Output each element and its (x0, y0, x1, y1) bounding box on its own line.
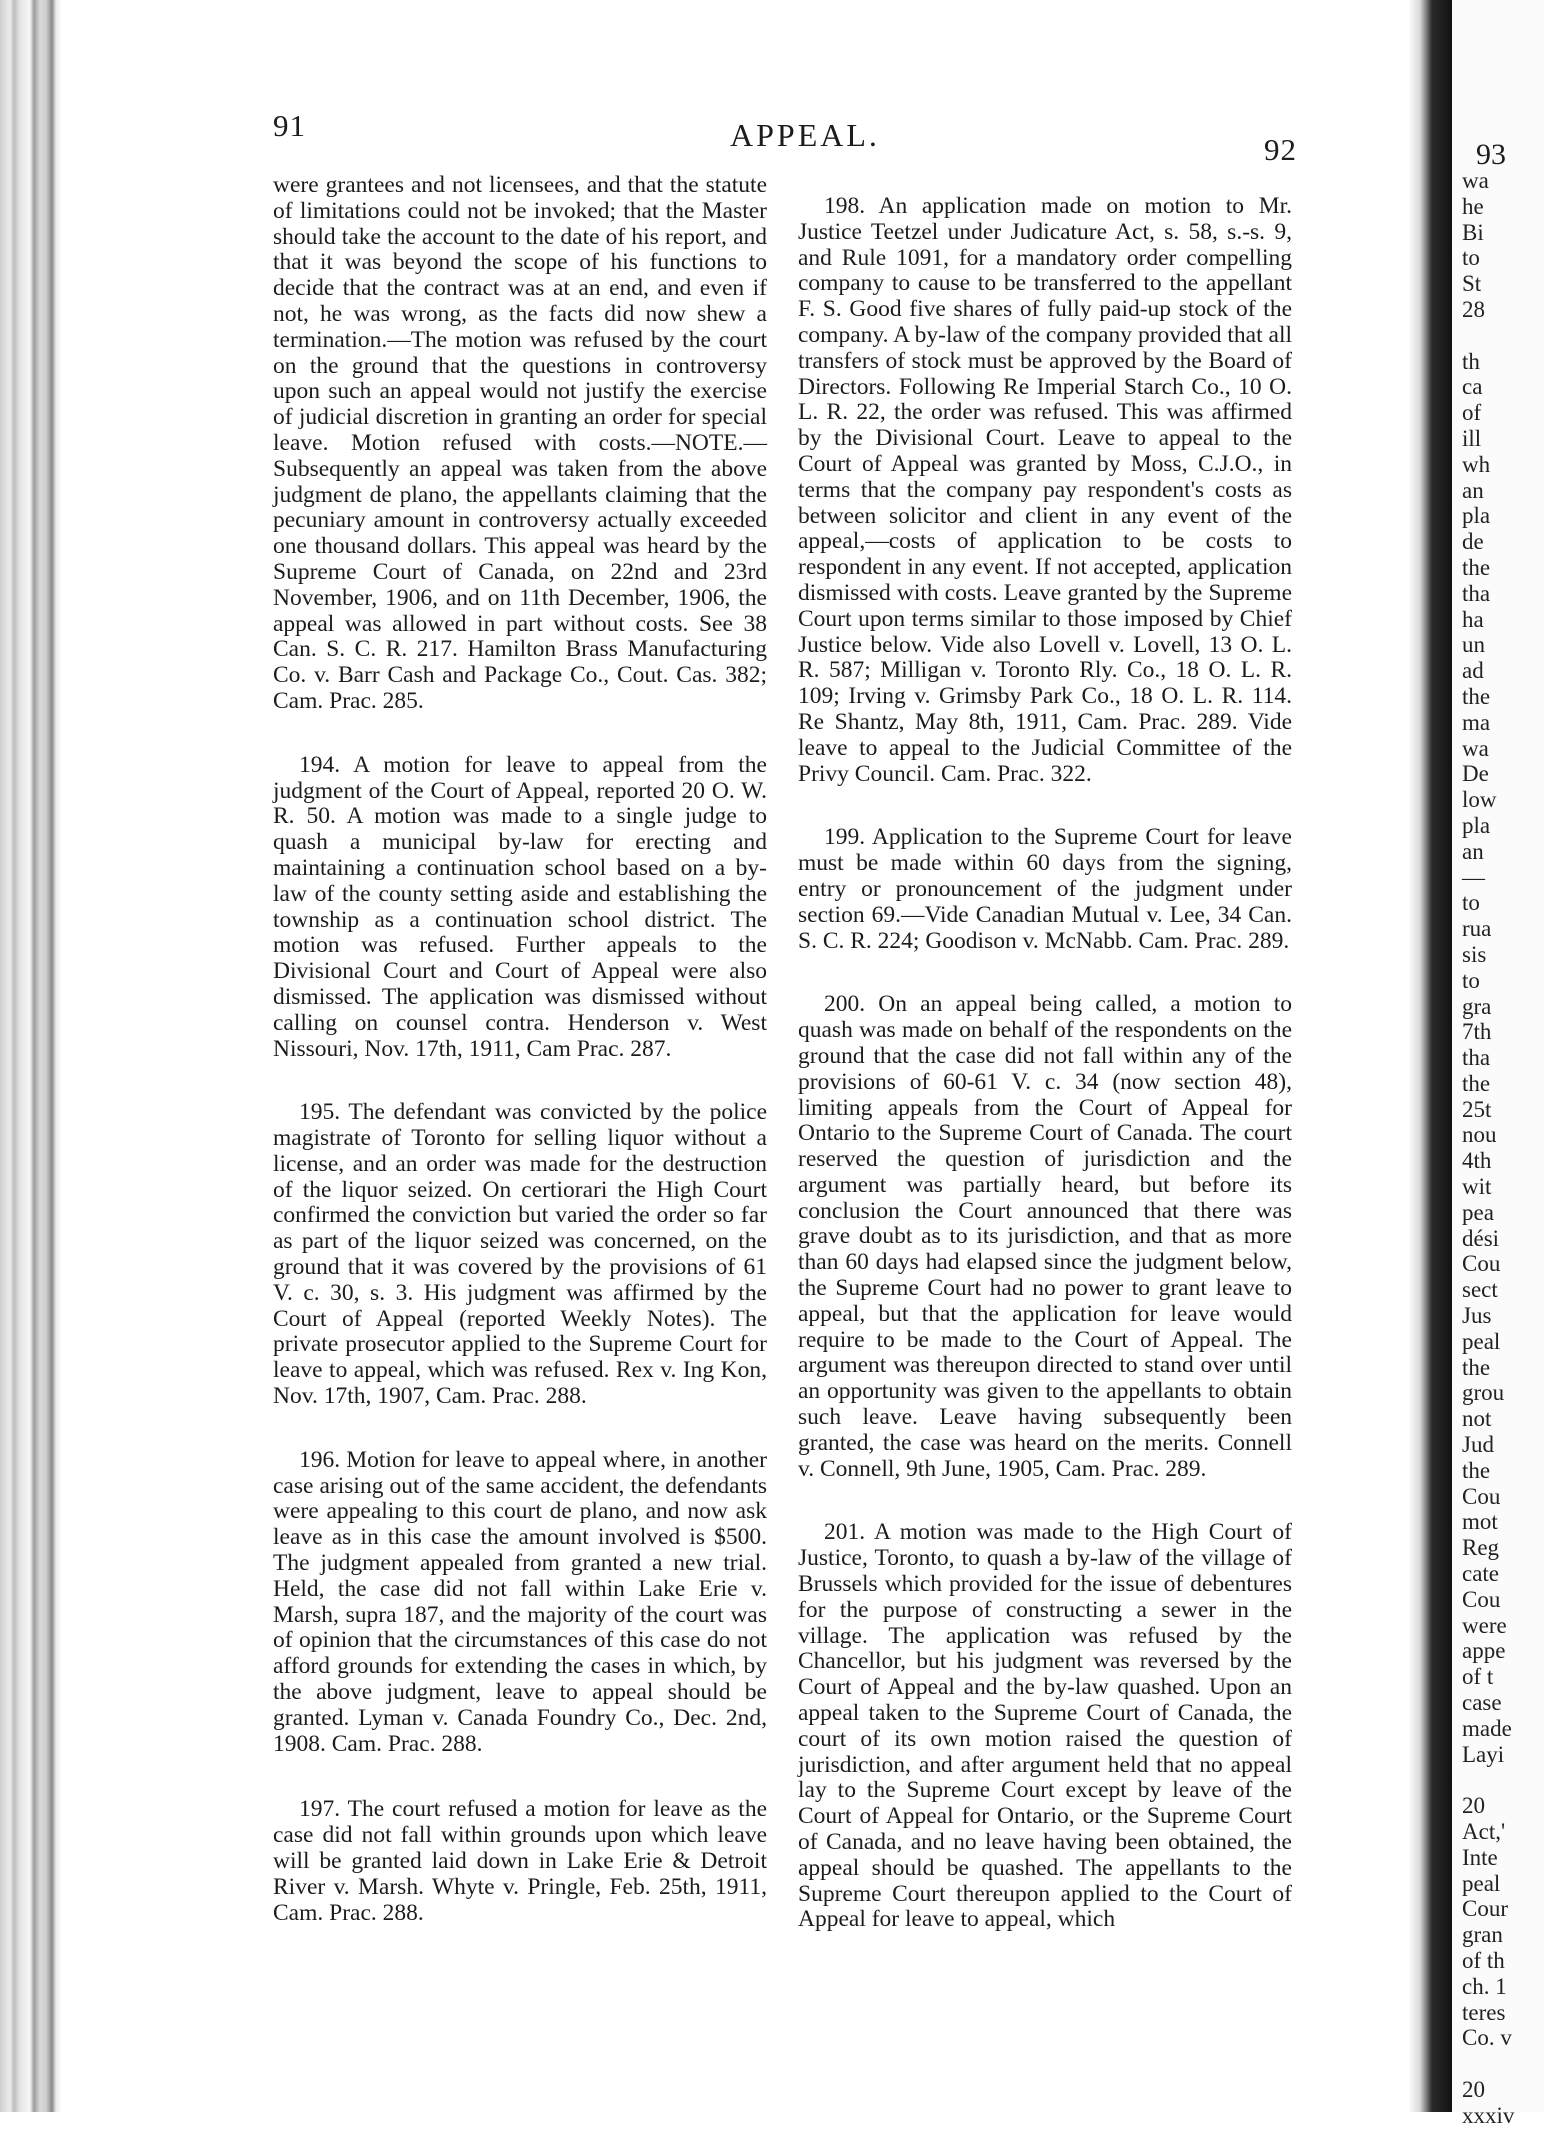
paragraph-198: 198. An application made on motion to Mr. Justice Teetzel under Judicature Act, s. 58, s.-s. 9, and Rule 1091, for a mandatory order compelling company to cause to be transferred to the appellant F. S. Good five shares of fully paid-up stock of the company. A by-law of the company provided that all transfers of stock must be approved by the Board of Directors. Following Re Imperial Starch Co., 10 O. L. R. 22, the order was refused. This was affirmed by the Divisional Court. Leave to appeal to the Court of Appeal was granted by Moss, C.J.O., in terms that the company pay respondent's costs as between solicitor and client in any event of the appeal,—costs of application to be costs to respondent in any event. If not accepted, application dismissed with costs. Leave granted by the Supreme Court upon terms similar to those imposed by Chief Justice below. Vide also Lovell v. Lovell, 13 O. L. R. 587; Milligan v. Toronto Rly. Co., 18 O. L. R. 109; Irving v. Grimsby Park Co., 18 O. L. R. 114. Re Shantz, May 8th, 1911, Cam. Prac. 289. Vide leave to appeal to the Judicial Committee of the Privy Council. Cam. Prac. 322. (798, 193, 1292, 787)
paragraph-200: 200. On an appeal being called, a motion to quash was made on behalf of the respondents on the ground that the case did not fall within any of the provisions of 60-61 V. c. 34 (now section 48), limiting appeals from the Court of Appeal for Ontario to the Supreme Court of Canada. The court reserved the question of jurisdiction and the argument was partially heard, but before its conclusion the Court announced that there was grave doubt as to its jurisdiction, and that as more than 60 days had elapsed since the judgment below, the Supreme Court had no power to grant leave to appeal, but that the application for leave would require to be made to the Court of Appeal. The argument was thereupon directed to stand over until an opportunity was given to the appellants to obtain such leave. Leave having subsequently been granted, the case was heard on the merits. Connell v. Connell, 9th June, 1905, Cam. Prac. 289. (798, 991, 1292, 1482)
left-page-number: 91 (273, 108, 306, 143)
paragraph-continuation: were grantees and not licensees, and that the statute of limitations could not be invoked; that the Master should take the account to the date of his report, and that it was beyond the scope of his functions to decide that the contract was at an end, and even if not, he was wrong, as the facts did now shew a termination.—The motion was refused by the court on the ground that the questions in controversy upon such an appeal would not justify the exercise of judicial discretion in granting an order for special leave. Motion refused with costs.—NOTE.—Subsequently an appeal was taken from the above judgment de plano, the appellants claiming that the pecuniary amount in controversy actually exceeded one thousand dollars. This appeal was heard by the Supreme Court of Canada, on 22nd and 23rd November, 1906, and on 11th December, 1906, the appeal was allowed in part without costs. See 38 Can. S. C. R. 217. Hamilton Brass Manufacturing Co. v. Barr Cash and Package Co., Cout. Cas. 382; Cam. Prac. 285. (273, 172, 767, 714)
paragraph-201: 201. A motion was made to the High Court of Justice, Toronto, to quash a by-law of the village of Brussels which provided for the issue of debentures for the purpose of constructing a sewer in the village. The application was refused by the Chancellor, but his judgment was reversed by the Court of Appeal and the by-law quashed. Upon an appeal taken to the Supreme Court of Canada, the court of its own motion raised the question of jurisdiction, and after argument held that no appeal lay to the Supreme Court except by leave of the Court of Appeal for Ontario, or the Supreme Court of Canada, and no leave having been obtained, the appeal should be quashed. The appellants to the Supreme Court thereupon applied to the Court of Appeal for leave to appeal, which (798, 1519, 1292, 1933)
page-gutter-shadow (1408, 0, 1452, 2112)
paragraph-196: 196. Motion for leave to appeal where, in another case arising out of the same accident, the defendants were appealing to this court de plano, and now ask leave as in this case the amount involved is $500. The judgment appealed from granted a new trial. Held, the case did not fall within Lake Erie v. Marsh, supra 187, and the majority of the court was of opinion that the circumstances of this case do not afford grounds for extending the cases in which, by the above judgment, leave to appeal should be granted. Lyman v. Canada Foundry Co., Dec. 2nd, 1908. Cam. Prac. 288. (273, 1446, 767, 1757)
left-text-column (273, 173, 767, 1926)
right-page-number: 92 (1264, 132, 1297, 167)
paragraph-195: 195. The defendant was convicted by the police magistrate of Toronto for selling liquor without a license, and an order was made for the destruction of the liquor seized. On certiorari the High Court confirmed the conviction but varied the order so far as part of the liquor seized was concerned, on the ground that it was covered by the provisions of 61 V. c. 30, s. 3. His judgment was affirmed by the Court of Appeal (reported Weekly Notes). The private prosecutor applied to the Supreme Court for leave to appeal, which was refused. Rex v. Ing Kon, Nov. 17th, 1907, Cam. Prac. 288. (273, 1099, 767, 1410)
next-page-number-fragment: 93 (1476, 138, 1506, 171)
right-text-column (798, 194, 1292, 1933)
adjacent-page-text-fragment: wa he Bi to St 28 th ca of ill wh an pla de the tha ha un ad the ma wa De low pla an — to rua sis to gra 7th tha the 25t nou 4th wit pea dési Cou sect Jus peal the grou not Jud the Cou mot Reg cate Cou were appe of t case made Layi 20 Act,' Inte peal Cour gran of th ch. 1 teres Co. v 20 xxxiv (1462, 168, 1515, 2128)
paragraph-197: 197. The court refused a motion for leave as the case did not fall within grounds upon which leave will be granted laid down in Lake Erie & Detroit River v. Marsh. Whyte v. Pringle, Feb. 25th, 1911, Cam. Prac. 288. (273, 1796, 767, 1926)
running-title: APPEAL. (730, 117, 880, 153)
book-binding-edge (0, 0, 62, 2112)
paragraph-194: 194. A motion for leave to appeal from the judgment of the Court of Appeal, reported 20 O. W. R. 50. A motion was made to a single judge to quash a municipal by-law for erecting and maintaining a continuation school based on a by-law of the county setting aside and establishing the township as a continuation school district. The motion was refused. Further appeals to the Divisional Court and Court of Appeal were also dismissed. The application was dismissed without calling on counsel contra. Henderson v. West Nissouri, Nov. 17th, 1911, Cam Prac. 287. (273, 751, 767, 1062)
paragraph-199: 199. Application to the Supreme Court for leave must be made within 60 days from the signing, entry or pronouncement of the judgment under section 69.—Vide Canadian Mutual v. Lee, 34 Can. S. C. R. 224; Goodison v. McNabb. Cam. Prac. 289. (798, 824, 1292, 954)
